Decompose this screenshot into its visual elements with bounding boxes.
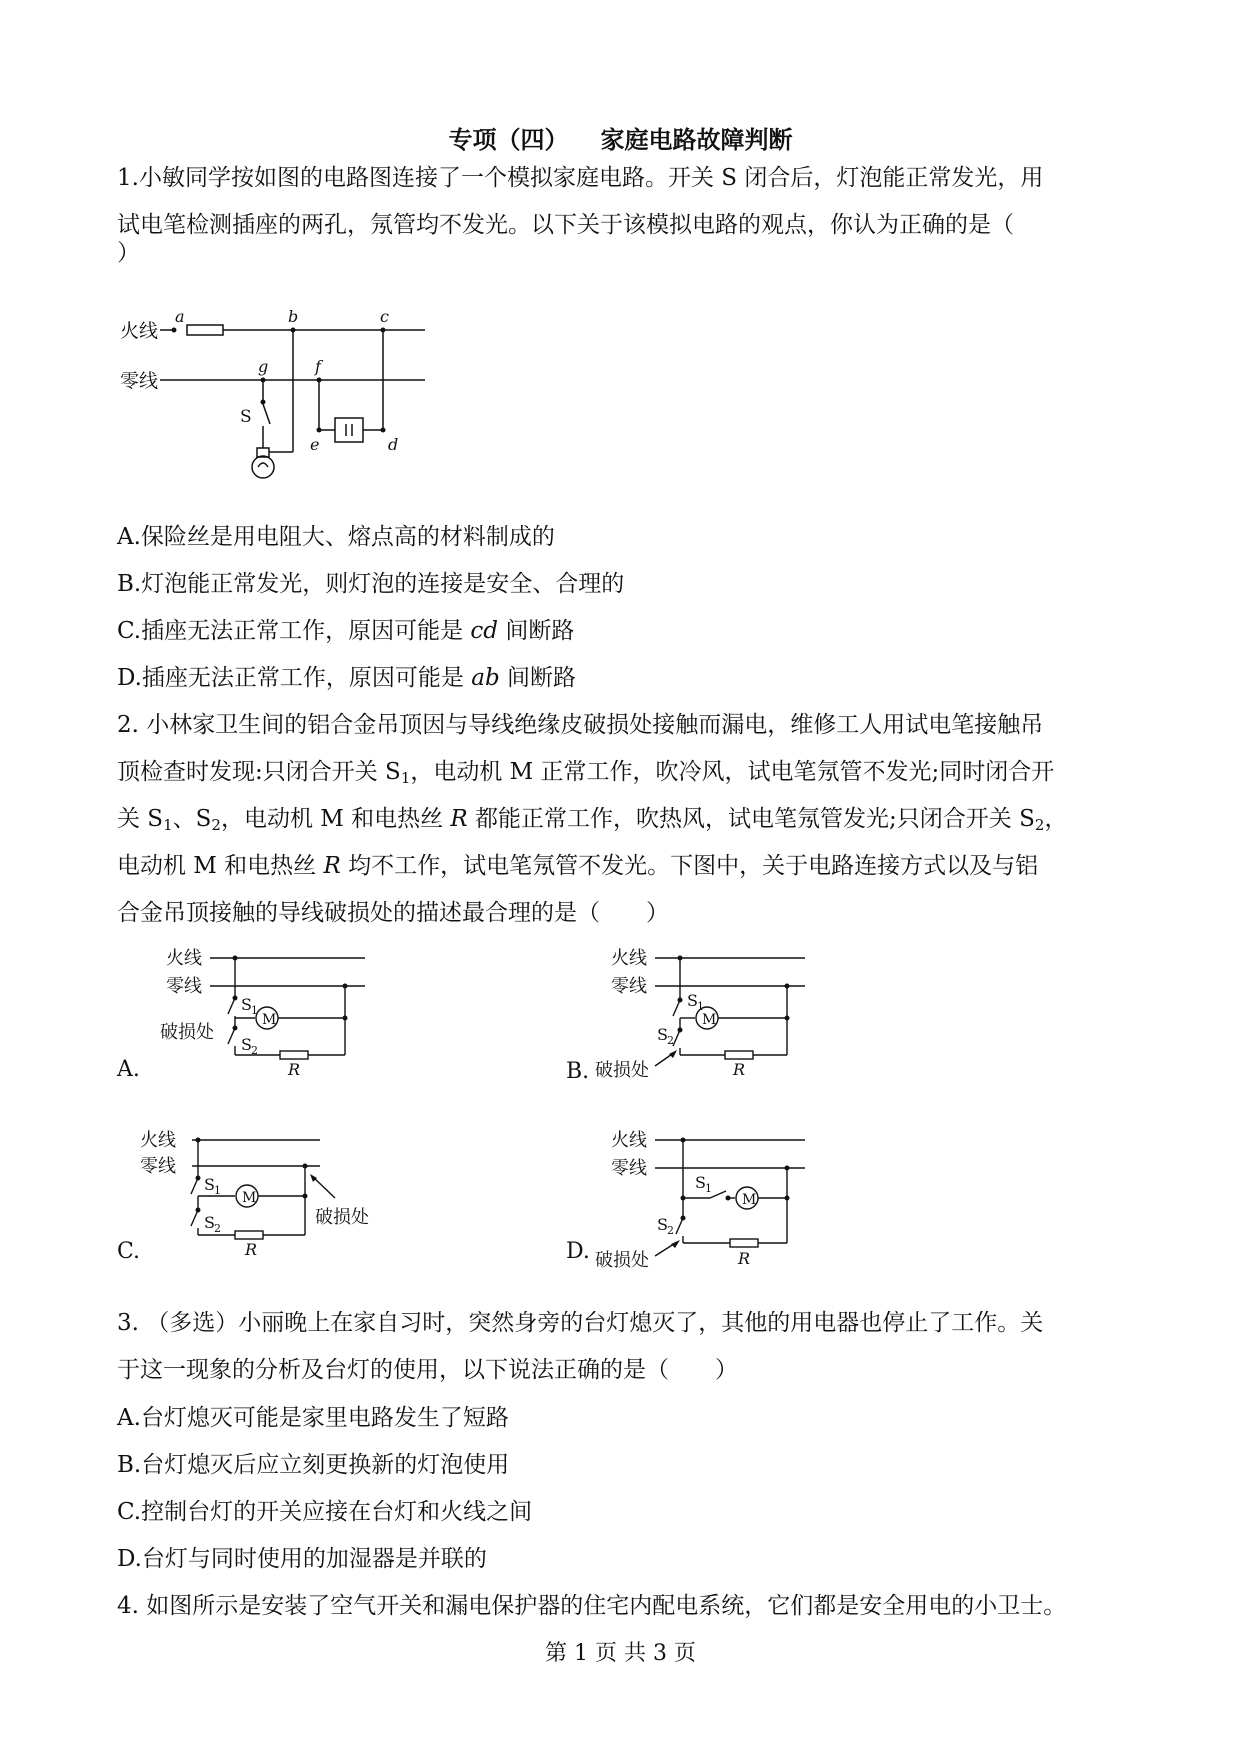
title-prefix: 专项（四） — [448, 125, 569, 154]
svg-text:M: M — [242, 1190, 257, 1206]
svg-text:b: b — [288, 307, 299, 326]
svg-text:R: R — [733, 1060, 746, 1079]
q3-option-a: A.台灯熄灭可能是家里电路发生了短路 — [117, 1405, 509, 1431]
q2-diagram-d — [595, 1118, 825, 1271]
svg-text:破损处: 破损处 — [595, 1060, 649, 1081]
svg-text:2: 2 — [214, 1222, 221, 1235]
svg-text:M: M — [742, 1192, 757, 1208]
svg-text:S: S — [695, 1173, 706, 1192]
svg-text:火线: 火线 — [166, 948, 202, 969]
q2-line4: 电动机 M 和电热丝 R 均不工作，试电笔氖管不发光。下图中，关于电路连接方式以及与铝 — [117, 853, 1039, 879]
svg-text:S: S — [204, 1175, 215, 1194]
svg-text:R: R — [738, 1249, 751, 1268]
svg-text:S: S — [204, 1213, 215, 1232]
svg-text:a: a — [175, 307, 185, 326]
q2-line5: 合金吊顶接触的导线破损处的描述最合理的是（ ） — [117, 900, 669, 926]
svg-text:零线: 零线 — [611, 976, 647, 997]
svg-text:S: S — [657, 1215, 668, 1234]
q2-line3: 关 $S_1$、$S_2$，电动机 M 和电热丝 R 都能正常工作，吹热风，试电笔氖管发光;只闭合开关 $S_2$， — [117, 806, 1068, 834]
svg-text:火线: 火线 — [611, 948, 647, 969]
svg-text:c: c — [380, 307, 389, 326]
svg-text:f: f — [315, 357, 321, 376]
svg-text:M: M — [262, 1012, 277, 1028]
svg-text:零线: 零线 — [611, 1158, 647, 1179]
svg-text:S: S — [687, 991, 698, 1010]
q1-line2: 试电笔检测插座的两孔，氖管均不发光。以下关于该模拟电路的观点，你认为正确的是（ — [117, 212, 1014, 238]
svg-text:2: 2 — [251, 1044, 258, 1057]
q1-option-b: B.灯泡能正常发光，则灯泡的连接是安全、合理的 — [117, 571, 625, 597]
svg-text:火线: 火线 — [140, 1130, 176, 1151]
svg-text:S: S — [241, 1035, 252, 1054]
q2-diagram-a — [150, 940, 380, 1080]
q1-option-d: D.插座无法正常工作，原因可能是 ab 间断路 — [117, 665, 576, 691]
svg-text:1: 1 — [697, 1000, 704, 1013]
svg-text:零线: 零线 — [166, 976, 202, 997]
svg-text:零线: 零线 — [140, 1156, 176, 1177]
q1-circuit-diagram — [110, 300, 450, 490]
svg-text:1: 1 — [251, 1004, 258, 1017]
svg-text:d: d — [388, 435, 399, 454]
q3-option-d: D.台灯与同时使用的加湿器是并联的 — [117, 1546, 487, 1572]
live-wire-label: 火线 — [120, 320, 159, 342]
svg-text:1: 1 — [214, 1184, 221, 1197]
q3-line2: 于这一现象的分析及台灯的使用，以下说法正确的是（ ） — [117, 1357, 738, 1383]
page-title — [0, 120, 1241, 155]
q3-line1: 3. （多选）小丽晚上在家自习时，突然身旁的台灯熄灭了，其他的用电器也停止了工作。关 — [117, 1310, 1044, 1336]
svg-text:R: R — [288, 1060, 301, 1079]
svg-text:2: 2 — [667, 1224, 674, 1237]
q2-diagram-b — [595, 940, 825, 1080]
q4-line1: 4. 如图所示是安装了空气开关和漏电保护器的住宅内配电系统，它们都是安全用电的小卫士。 — [117, 1593, 1067, 1619]
svg-text:S: S — [240, 407, 252, 427]
q1-line3: ） — [117, 240, 140, 266]
q1-line1: 1.小敏同学按如图的电路图连接了一个模拟家庭电路。开关 S 闭合后，灯泡能正常发光，用 — [117, 165, 1044, 191]
svg-text:破损处: 破损处 — [595, 1250, 649, 1271]
svg-text:火线: 火线 — [611, 1130, 647, 1151]
svg-text:S: S — [241, 995, 252, 1014]
svg-text:2: 2 — [667, 1034, 674, 1047]
svg-text:e: e — [310, 435, 320, 454]
q3-option-b: B.台灯熄灭后应立刻更换新的灯泡使用 — [117, 1452, 510, 1478]
q1-option-c: C.插座无法正常工作，原因可能是 cd 间断路 — [117, 618, 575, 644]
q3-option-c: C.控制台灯的开关应接在台灯和火线之间 — [117, 1499, 533, 1525]
svg-text:破损处: 破损处 — [160, 1022, 214, 1043]
q2-option-b-label: B. — [566, 1059, 590, 1084]
node-a — [172, 328, 177, 333]
q2-option-c-label: C. — [117, 1239, 141, 1264]
svg-text:S: S — [657, 1025, 668, 1044]
q2-diagram-c — [140, 1120, 410, 1260]
q2-line1: 2. 小林家卫生间的铝合金吊顶因与导线绝缘皮破损处接触而漏电，维修工人用试电笔接触吊 — [117, 712, 1044, 738]
q2-option-a-label: A. — [117, 1057, 140, 1082]
q2-line2: 顶检查时发现:只闭合开关 $S_1$，电动机 M 正常工作，吹冷风，试电笔氖管不发光;同时闭合开 — [117, 759, 1055, 787]
svg-text:1: 1 — [705, 1182, 712, 1195]
page-footer: 第 1 页 共 3 页 — [545, 1641, 696, 1666]
neutral-wire-label: 零线 — [120, 370, 159, 392]
title-text: 家庭电路故障判断 — [600, 125, 793, 154]
q1-option-a: A.保险丝是用电阻大、熔点高的材料制成的 — [117, 524, 555, 550]
svg-text:g: g — [258, 357, 269, 376]
q2-option-d-label: D. — [566, 1239, 590, 1264]
svg-text:M: M — [702, 1012, 717, 1028]
svg-text:破损处: 破损处 — [315, 1207, 369, 1228]
svg-text:R: R — [245, 1240, 258, 1259]
